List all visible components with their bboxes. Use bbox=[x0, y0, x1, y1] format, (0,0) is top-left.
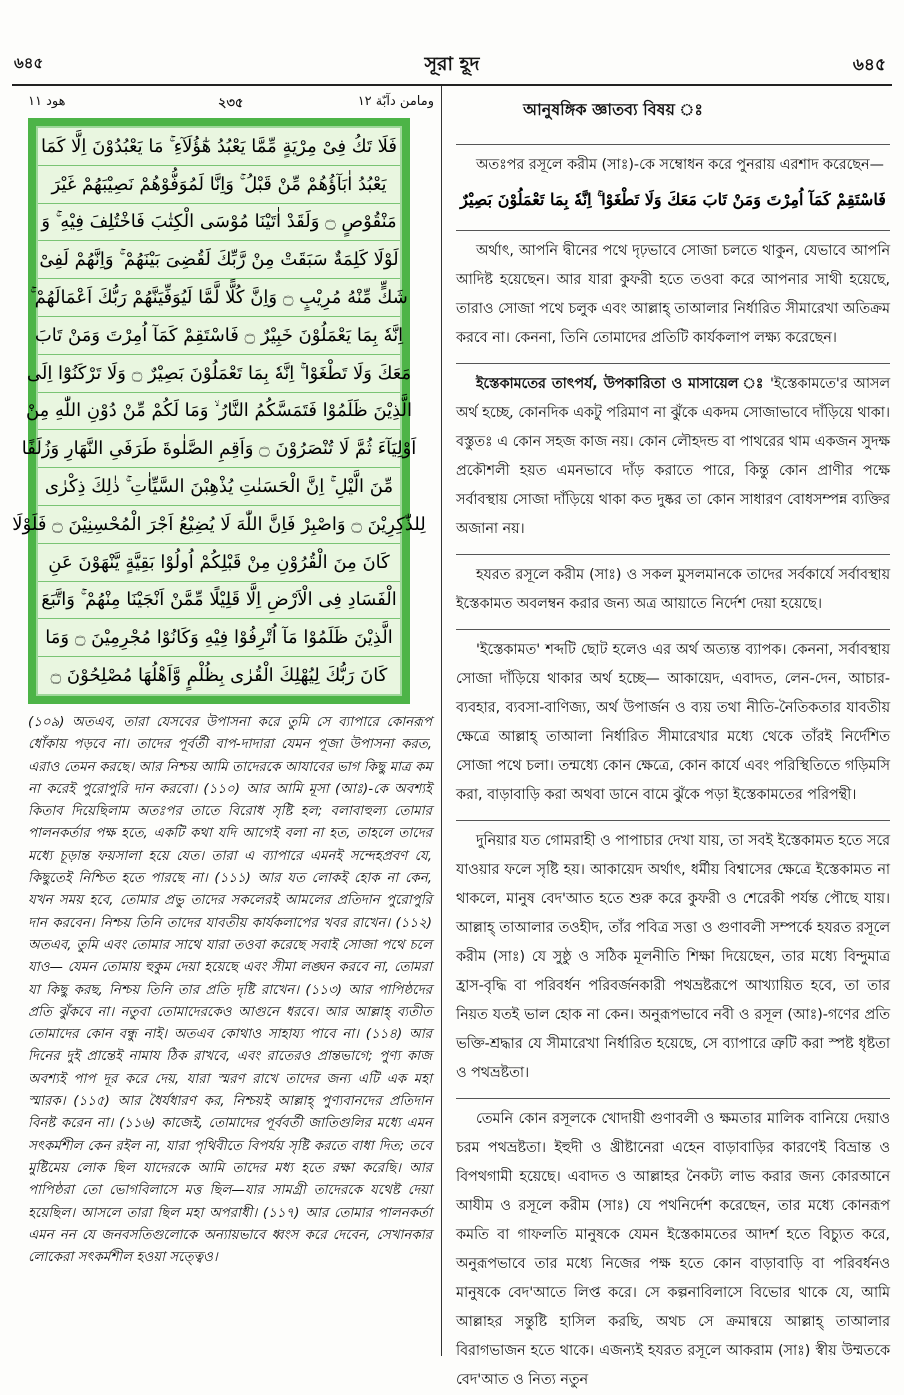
quote-rule bbox=[456, 230, 890, 231]
left-page-number: ৬৪৫ bbox=[14, 54, 44, 72]
commentary-paragraph: দুনিয়ার যত গোমরাহী ও পাপাচার দেখা যায়, তা সবই ইস্তেকামত হতে সরে যাওয়ার ফলে সৃষ্টি হয়। আকায়েদ অর্থাৎ, ধর্মীয় বিশ্বাসের ক্ষেত্রে ইস্তেকামত না থাকলে, মানুষ বেদ'আত হতে শুরু করে কুফরী ও শেরেকী পর্যন্ত পৌছে যায়। আল্লাহ্ তাআলার তওহীদ, তাঁর পবিত্র সত্তা ও গুণাবলী সম্পর্কে হযরত রসূলে করীম (সাঃ) যে সুষ্ঠু ও সঠিক মূলনীতি শিক্ষা দিয়েছেন, তার মধ্যে বিন্দুমাত্র হ্রাস-বৃদ্ধি বা পরিবর্ধন পরিবর্জনকারী পথভ্রষ্টরূপে আখ্যায়িত হবে, তা তার নিয়ত যতই ভাল হোক না কেন। অনুরূপভাবে নবী ও রসূল (আঃ)-গণের প্রতি ভক্তি-শ্রদ্ধার যে সীমারেখা নির্ধারিত হয়েছে, সে ব্যাপারে ত্রুটি করা স্পষ্ট ধৃষ্টতা ও পথভ্রষ্টতা। bbox=[456, 833, 890, 1081]
ayah-line: كَانَ مِنَ الْقُرُوْنِ مِنْ قَبْلِكُمْ اُولُوْا بَقِيَّةٍ يَّنْهَوْنَ عَنِ bbox=[38, 544, 400, 582]
commentary-intro: অতঃপর রসূলে করীম (সাঃ)-কে সম্বোধন করে পুনরায় এরশাদ করেছেন— bbox=[476, 157, 884, 173]
ayah-line: الْفَسَادِ فِى الْاَرْضِ اِلَّا قَلِيْلًا مِّمَّنْ اَنْجَيْنَا مِنْهُمْ ۚ وَاتَّبَعَ bbox=[38, 582, 400, 620]
column-divider bbox=[441, 86, 442, 1356]
ayah-line: لَوْلَا كَلِمَةٌ سَبَقَتْ مِنْ رَّبِّكَ لَقُضِىَ بَيْنَهُمْ ۚ وَاِنَّهُمْ لَفِىْ bbox=[38, 241, 400, 279]
ayah-line: اِنَّهٗ بِمَا يَعْمَلُوْنَ خَبِيْرٌ ۝ فَاسْتَقِمْ كَمَآ اُمِرْتَ وَمَنْ تَابَ bbox=[38, 317, 400, 355]
heading-rule bbox=[456, 144, 890, 145]
header-rule bbox=[12, 84, 892, 86]
page-header bbox=[0, 0, 904, 90]
commentary-paragraph: অর্থাৎ, আপনি দ্বীনের পথে দৃঢ়ভাবে সোজা চলতে থাকুন, যেভাবে আপনি আদিষ্ট হয়েছেন। আর যারা কুফরী হতে তওবা করে আপনার সাথী হয়েছে, তারাও সোজা পথে চলুক এবং আল্লাহ্ তাআলার নির্ধারিত সীমারেখা অতিক্রম করবে না। কেননা, তিনি তোমাদের প্রতিটি কার্যকলাপ লক্ষ্য করেছেন। bbox=[456, 243, 890, 346]
ayah-line: لِلذّٰكِرِيْنَ ۝ وَاصْبِرْ فَاِنَّ اللّٰهَ لَا يُضِيْعُ اَجْرَ الْمُحْسِنِيْنَ ۝ فَلَوْلَا bbox=[38, 506, 400, 544]
commentary-paragraph: হযরত রসূলে করীম (সাঃ) ও সকল মুসলমানকে তাদের সর্বকার্যে সর্বাবস্থায় ইস্তেকামত অবলম্বন করার জন্য অত্র আয়াতে নির্দেশ দেয়া হয়েছে। bbox=[456, 567, 890, 612]
commentary-heading: আনুষঙ্গিক জ্ঞাতব্য বিষয় ঃ bbox=[523, 100, 703, 119]
ayah-line: شَكٍّ مِّنْهُ مُرِيْبٍ ۝ وَاِنَّ كُلًّا لَّمَّا لَيُوَفِّيَنَّهُمْ رَبُّكَ اَعْمَالَهُمْ ۚ bbox=[38, 279, 400, 317]
ayah-line: اَوْلِيَآءَ ثُمَّ لَا تُنْصَرُوْنَ ۝ وَاَقِمِ الصَّلٰوةَ طَرَفَىِ النَّهَارِ وَزُلَفًا bbox=[38, 430, 400, 468]
mushaf-meta-right: ومامن دآبّة ١٢ bbox=[357, 94, 434, 109]
paragraph-rule bbox=[456, 629, 890, 630]
bengali-translation: (১০৯) অতএব, তারা যেসবের উপাসনা করে তুমি সে ব্যাপারে কোনরূপ ধোঁকায় পড়বে না। তাদের পূর্বর্তী বাপ-দাদারা যেমন পূজা উপাসনা করত, এরাও তেমন করছে। আর নিশ্চয় আমি তাদেরকে আযাবের ভাগ কিছু মাত্র কম না করেই পুরোপুরি দান করবো। (১১০) আর আমি মূসা (আঃ)-কে অবশ্যই কিতাব দিয়েছিলাম অতঃপর তাতে বিরোধ সৃষ্টি হল; বলাবাহুল্য তোমার পালনকর্তার পক্ষ হতে, একটি কথা যদি আগেই বলা না হত, তাহলে তাদের মধ্যে চূড়ান্ত ফয়সালা হয়ে যেত। তারা এ ব্যাপারে এমনই সন্দেহপ্রবণ যে, কিছুতেই নিশ্চিত হতে পারছে না। (১১১) আর যত লোকই হোক না কেন, যখন সময় হবে, তোমার প্রভু তাদের সকলেরই আমলের প্রতিদান পুরোপুরি দান করবেন। নিশ্চয় তিনি তাদের যাবতীয় কার্যকলাপের খবর রাখেন। (১১২) অতএব, তুমি এবং তোমার সাথে যারা তওবা করেছে সবাই সোজা পথে চলে যাও— যেমন তোমায় হুকুম দেয়া হয়েছে এবং সীমা লঙ্ঘন করবে না, তোমরা যা কিছু করছ, নিশ্চয় তিনি তার প্রতি দৃষ্টি রাখেন। (১১৩) আর পাপিষ্ঠদের প্রতি ঝুঁকবে না। নতুবা তোমাদেরকেও আগুনে ধরবে। আর আল্লাহ্ ব্যতীত তোমাদের কোন বন্ধু নাই। অতএব কোথাও সাহায্য পাবে না। (১১৪) আর দিনের দুই প্রান্তেই নামায ঠিক রাখবে, এবং রাতেরও প্রান্তভাগে; পুণ্য কাজ অবশ্যই পাপ দূর করে দেয়, যারা স্মরণ রাখে তাদের জন্য এটি এক মহা স্মারক। (১১৫) আর ধৈর্যধারণ কর, নিশ্চয়ই আল্লাহ্ পুণ্যবানদের প্রতিদান বিনষ্ট করেন না। (১১৬) কাজেই, তোমাদের পূর্ববর্তী জাতিগুলির মধ্যে এমন সৎকর্মশীল কেন রইল না, যারা পৃথিবীতে বিপর্যয় সৃষ্টি করতে বাধা দিত; তবে মুষ্টিমেয় লোক ছিল যাদেরকে আমি তাদের মধ্য হতে রক্ষা করেছি। আর পাপিষ্ঠরা তো ভোগবিলাসে মত্ত ছিল—যার সামগ্রী তাদেরকে যথেষ্ট দেয়া হয়েছিল। আসলে তারা ছিল মহা অপরাধী। (১১৭) আর তোমার পালনকর্তা এমন নন যে জনবসতিগুলোকে অন্যায়ভাবে ধ্বংস করে দেবেন, সেখানকার লোকেরা সৎকর্মশীল হওয়া সত্ত্বেও। bbox=[28, 715, 432, 1266]
ayah-line: مَعَكَ وَلَا تَطْغَوْا ۚ اِنَّهٗ بِمَا تَعْمَلُوْنَ بَصِيْرٌ ۝ وَلَا تَرْكَنُوْٓا اِلَى bbox=[38, 355, 400, 393]
paragraph-rule bbox=[456, 363, 890, 364]
ayah-line: فَلَا تَكُ فِىْ مِرْيَةٍ مِّمَّا يَعْبُدُ هٰٓؤُلَآءِ ۚ مَا يَعْبُدُوْنَ اِلَّا كَمَا bbox=[38, 128, 400, 166]
ayah-line: يَعْبُدُ اٰبَآؤُهُمْ مِّنْ قَبْلُ ۚ وَاِنَّا لَمُوَفُّوْهُمْ نَصِيْبَهُمْ غَيْرَ bbox=[38, 166, 400, 204]
commentary-paragraph: তেমনি কোন রসূলকে খোদায়ী গুণাবলী ও ক্ষমতার মালিক বানিয়ে দেয়াও চরম পথভ্রষ্টতা। ইহুদী ও খ্রীষ্টানেরা এহেন বাড়াবাড়ির কারণেই বিভ্রান্ত ও বিপথগামী হয়েছে। এবাদত ও আল্লাহর নৈকট্য লাভ করার জন্য কোরআনে আযীম ও রসূলে করীম (সাঃ) যে পথনির্দেশ করেছেন, তার মধ্যে কোনরূপ কমতি বা গাফলতি মানুষকে যেমন ইস্তেকামতের আদর্শ হতে বিচ্যুত করে, অনুরূপভাবে তার মধ্যে নিজের পক্ষ হতে কোন বাড়াবাড়ি বা পরিবর্ধনও মানুষকে বেদ'আতে লিপ্ত করে। সে কল্পনাবিলাসে বিভোর থাকে যে, আমি আল্লাহর সন্তুষ্টি হাসিল করছি, অথচ সে ক্রমান্বয়ে আল্লাহ্ তাআলার বিরাগভাজন হতে থাকে। এজন্যই হযরত রসূলে আকরাম (সাঃ) স্বীয় উম্মতকে বেদ'আত ও নিত্য নতুন bbox=[456, 1111, 890, 1388]
commentary-column bbox=[456, 96, 890, 1395]
mushaf-frame bbox=[12, 118, 426, 704]
ayah-line: كَانَ رَبُّكَ لِيُهْلِكَ الْقُرٰى بِظُلْمٍ وَّاَهْلُهَا مُصْلِحُوْنَ ۝ bbox=[50, 665, 388, 687]
subheading: ইস্তেকামতের তাৎপর্য, উপকারিতা ও মাসায়েল ঃ bbox=[476, 376, 765, 392]
mushaf-page-number: ২৩৫ bbox=[218, 96, 244, 111]
mushaf-text-block bbox=[12, 126, 426, 696]
ayah-line: مِّنَ الَّيْلِ ۚ اِنَّ الْحَسَنٰتِ يُذْهِبْنَ السَّيِّاٰتِ ۚ ذٰلِكَ ذِكْرٰى bbox=[38, 468, 400, 506]
mushaf-meta-left: هود ١١ bbox=[28, 94, 66, 109]
paragraph-rule bbox=[456, 1098, 890, 1099]
ayah-line: الَّذِيْنَ ظَلَمُوْا فَتَمَسَّكُمُ النَّارُ ۙ وَمَا لَكُمْ مِّنْ دُوْنِ اللّٰهِ مِنْ bbox=[38, 393, 400, 431]
right-page-number: ৬৪৫ bbox=[852, 55, 886, 75]
paragraph-rule bbox=[456, 554, 890, 555]
ayah-line: الَّذِيْنَ ظَلَمُوْا مَآ اُتْرِفُوْا فِيْهِ وَكَانُوْا مُجْرِمِيْنَ ۝ وَمَا bbox=[38, 619, 400, 657]
commentary-paragraph: 'ইস্তেকামত' শব্দটি ছোট হলেও এর অর্থ অত্যন্ত ব্যাপক। কেননা, সর্বাবস্থায় সোজা দাঁড়িয়ে থাকার অর্থ হচ্ছে— আকায়েদ, এবাদত, লেন-দেন, আচার-ব্যবহার, ব্যবসা-বাণিজ্য, অর্থ উপার্জন ও ব্যয় তথা নীতি-নৈতিকতার যাবতীয় ক্ষেত্রে আল্লাহ্ তাআলা নির্ধারিত সীমারেখার মধ্যে থেকে তাঁরই নির্দেশিত সোজা পথে চলা। তন্মধ্যে কোন ক্ষেত্রে, কোন কার্যে এবং পরিস্থিতিতে গড়িমসি করা, বাড়াবাড়ি করা অথবা ডানে বামে ঝুঁকে পড়া ইস্তেকামতের পরিপন্থী। bbox=[456, 642, 890, 803]
commentary-paragraph bbox=[456, 370, 890, 544]
ayah-line: مَنْقُوْصٍ ۝ وَلَقَدْ اٰتَيْنَا مُوْسَى الْكِتٰبَ فَاخْتُلِفَ فِيْهِ ۚ وَ bbox=[38, 204, 400, 242]
surah-title: সূরা হূদ bbox=[424, 53, 480, 75]
paragraph-rule bbox=[456, 820, 890, 821]
paragraph-text: 'ইস্তেকামতে'র আসল অর্থ হচ্ছে, কোনদিক একটু পরিমাণ না ঝুঁকে একদম সোজাভাবে দাঁড়িয়ে থাকা। বস্তুতঃ এ কোন সহজ কাজ নয়। কোন লৌহদন্ড বা পাথরের থাম একজন সুদক্ষ প্রকৌশলী হয়ত এমনভাবে দাঁড় করাতে পারে, কিন্তু কোন প্রাণীর পক্ষে সর্বাবস্থায় সোজা দাঁড়িয়ে থাকা কত দুষ্কর তা কোন সাধারণ বোধসম্পন্ন ব্যক্তির অজানা নয়। bbox=[456, 376, 891, 537]
arabic-quote: فَاسْتَقِمْ كَمَآ اُمِرْتَ وَمَنْ تَابَ مَعَكَ وَلَا تَطْغَوْا ۚ اِنَّهٗ بِمَا تَعْمَلُوْنَ بَصِيْرٌ bbox=[460, 190, 886, 209]
